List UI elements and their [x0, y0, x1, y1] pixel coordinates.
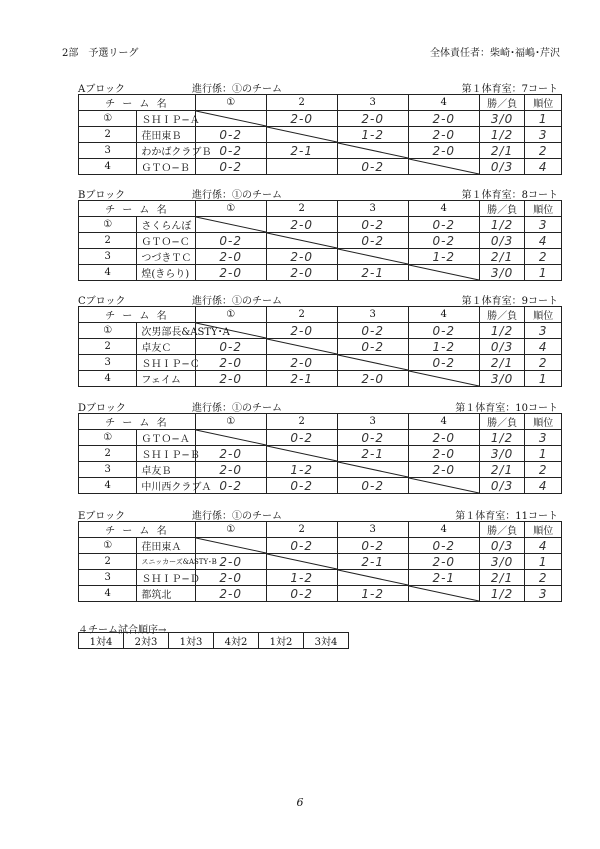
score-cell: 0-2 [195, 127, 266, 143]
team-name-header: チ ー ム 名 [79, 307, 196, 323]
score-cell: 0-2 [408, 323, 479, 339]
row-number: 3 [79, 462, 137, 478]
opponent-header: 2 [266, 307, 337, 323]
score-cell: 0-2 [408, 355, 479, 371]
win-loss-cell: 0/3 [479, 538, 525, 554]
diagonal-line [338, 249, 408, 264]
row-number: 2 [79, 233, 137, 249]
team-name-header: チ ー ム 名 [79, 522, 196, 538]
opponent-header: 4 [408, 414, 479, 430]
opponent-header: ① [195, 201, 266, 217]
score-cell: 0-2 [337, 430, 408, 446]
score-cell: 1-2 [337, 127, 408, 143]
score-cell: 2-0 [337, 371, 408, 387]
result-table [78, 94, 562, 175]
match-order-item: 2対3 [124, 633, 169, 649]
diagonal-cell [195, 323, 266, 339]
team-name: 卓友Ｃ [137, 339, 195, 355]
block-name: Aブロック [78, 84, 126, 95]
block-staff: 進行係：①のチーム [192, 511, 282, 522]
table-row [79, 217, 562, 233]
diagonal-line [196, 323, 266, 338]
table-row [79, 355, 562, 371]
score-cell: 2-0 [195, 554, 266, 570]
rank-cell: 4 [525, 478, 562, 494]
opponent-header: 3 [337, 522, 408, 538]
match-order-table [78, 632, 349, 649]
diagonal-cell [337, 462, 408, 478]
row-number: 3 [79, 355, 137, 371]
score-cell: 2-1 [408, 570, 479, 586]
opponent-header: 3 [337, 95, 408, 111]
score-cell: 0-2 [337, 159, 408, 175]
row-number: ① [79, 217, 137, 233]
table-row [79, 586, 562, 602]
row-number: 4 [79, 265, 137, 281]
score-cell: 2-1 [337, 446, 408, 462]
match-order-item: 1対2 [259, 633, 304, 649]
score-cell: 2-0 [195, 265, 266, 281]
rank-cell: 1 [525, 111, 562, 127]
diagonal-line [409, 478, 479, 493]
block-court: 第１体育室：8コート [461, 190, 558, 201]
row-number: 4 [79, 159, 137, 175]
win-loss-cell: 3/0 [479, 446, 525, 462]
win-loss-cell: 1/2 [479, 217, 525, 233]
score-cell: 1-2 [408, 249, 479, 265]
team-name: つづきＴＣ [137, 249, 195, 265]
block-court: 第１体育室：7コート [461, 84, 558, 95]
win-loss-cell: 0/3 [479, 478, 525, 494]
opponent-header: 3 [337, 201, 408, 217]
score-cell: 0-2 [337, 538, 408, 554]
rank-cell: 4 [525, 233, 562, 249]
rank-header: 順位 [525, 95, 562, 111]
table-row [79, 538, 562, 554]
diagonal-cell [266, 554, 337, 570]
team-name: さくらんぼ [137, 217, 195, 233]
table-row [79, 143, 562, 159]
win-loss-header: 勝／負 [479, 522, 525, 538]
table-row [79, 323, 562, 339]
block-name: Dブロック [78, 403, 126, 414]
diagonal-line [267, 446, 337, 461]
rank-cell: 2 [525, 462, 562, 478]
diagonal-line [267, 554, 337, 569]
league-block [78, 78, 562, 175]
row-number: ① [79, 430, 137, 446]
diagonal-cell [266, 127, 337, 143]
table-row [79, 371, 562, 387]
win-loss-cell: 1/2 [479, 323, 525, 339]
diagonal-line [196, 430, 266, 445]
row-number: ① [79, 111, 137, 127]
score-cell: 0-2 [195, 478, 266, 494]
diagonal-line [196, 538, 266, 553]
win-loss-cell: 1/2 [479, 586, 525, 602]
diagonal-cell [408, 159, 479, 175]
diagonal-cell [195, 111, 266, 127]
rank-cell: 3 [525, 586, 562, 602]
block-court: 第１体育室：10コート [455, 403, 558, 414]
win-loss-header: 勝／負 [479, 95, 525, 111]
score-cell: 2-1 [337, 265, 408, 281]
score-cell: 2-0 [195, 446, 266, 462]
score-cell: 2-0 [266, 265, 337, 281]
win-loss-cell: 0/3 [479, 159, 525, 175]
score-cell: 2-1 [337, 554, 408, 570]
diagonal-line [409, 159, 479, 174]
block-court: 第１体育室：9コート [461, 296, 558, 307]
opponent-header: ① [195, 522, 266, 538]
row-number: ① [79, 323, 137, 339]
team-name: ＧＴＯ−Ａ [137, 430, 195, 446]
result-table [78, 521, 562, 602]
score-cell: 2-0 [408, 554, 479, 570]
team-name: 次男部長&ASTY･A [137, 323, 195, 339]
table-row [79, 265, 562, 281]
row-number: ① [79, 538, 137, 554]
league-block [78, 290, 562, 387]
match-order-item: 4対2 [214, 633, 259, 649]
diagonal-line [338, 143, 408, 158]
score-cell: 0-2 [408, 233, 479, 249]
result-table [78, 413, 562, 494]
rank-header: 順位 [525, 307, 562, 323]
win-loss-cell: 2/1 [479, 462, 525, 478]
score-cell: 0-2 [266, 538, 337, 554]
score-cell: 0-2 [408, 538, 479, 554]
diagonal-line [267, 127, 337, 142]
score-cell: 1-2 [266, 570, 337, 586]
team-name: ＳＨＩＰ−Ｂ [137, 446, 195, 462]
page-title: 2部 予選リーグ [62, 48, 139, 59]
rank-cell: 1 [525, 371, 562, 387]
rank-cell: 2 [525, 249, 562, 265]
opponent-header: 2 [266, 522, 337, 538]
block-staff: 進行係：①のチーム [192, 403, 282, 414]
responsible-persons: 全体責任者：柴崎･福嶋･芹沢 [430, 48, 560, 59]
league-block [78, 505, 562, 602]
row-number: 3 [79, 143, 137, 159]
diagonal-line [409, 371, 479, 386]
diagonal-line [196, 217, 266, 232]
score-cell: 2-0 [408, 446, 479, 462]
rank-cell: 3 [525, 127, 562, 143]
win-loss-header: 勝／負 [479, 307, 525, 323]
score-cell: 1-2 [408, 339, 479, 355]
table-header-row [79, 201, 562, 217]
diagonal-cell [195, 538, 266, 554]
table-header-row [79, 522, 562, 538]
rank-cell: 2 [525, 355, 562, 371]
diagonal-line [267, 339, 337, 354]
diagonal-cell [195, 430, 266, 446]
result-table [78, 306, 562, 387]
win-loss-cell: 2/1 [479, 143, 525, 159]
block-staff: 進行係：①のチーム [192, 190, 282, 201]
team-name: わかばクラブＢ [137, 143, 195, 159]
score-cell: 0-2 [337, 339, 408, 355]
team-name: ＳＨＩＰ−Ａ [137, 111, 195, 127]
opponent-header: 2 [266, 201, 337, 217]
score-cell: 2-0 [195, 371, 266, 387]
score-cell: 2-0 [266, 323, 337, 339]
row-number: 3 [79, 570, 137, 586]
score-cell: 2-0 [266, 111, 337, 127]
opponent-header: ① [195, 307, 266, 323]
opponent-header: ① [195, 414, 266, 430]
score-cell: 2-0 [408, 430, 479, 446]
rank-cell: 2 [525, 143, 562, 159]
diagonal-cell [337, 249, 408, 265]
win-loss-cell: 3/0 [479, 371, 525, 387]
team-name: ＳＨＩＰ−Ｃ [137, 355, 195, 371]
diagonal-cell [337, 570, 408, 586]
score-cell: 1-2 [337, 586, 408, 602]
score-cell: 2-0 [408, 127, 479, 143]
win-loss-cell: 2/1 [479, 355, 525, 371]
block-staff: 進行係：①のチーム [192, 84, 282, 95]
table-row [79, 554, 562, 570]
match-order-item: 1対3 [169, 633, 214, 649]
rank-cell: 4 [525, 159, 562, 175]
diagonal-line [338, 570, 408, 585]
opponent-header: 3 [337, 414, 408, 430]
diagonal-line [196, 111, 266, 126]
win-loss-header: 勝／負 [479, 414, 525, 430]
table-header-row [79, 414, 562, 430]
table-row [79, 446, 562, 462]
win-loss-cell: 2/1 [479, 249, 525, 265]
win-loss-cell: 1/2 [479, 430, 525, 446]
rank-cell: 1 [525, 554, 562, 570]
team-name: 都筑北 [137, 586, 195, 602]
win-loss-cell: 3/0 [479, 111, 525, 127]
score-cell: 2-0 [195, 249, 266, 265]
rank-cell: 2 [525, 570, 562, 586]
diagonal-line [409, 586, 479, 601]
score-cell: 0-2 [266, 586, 337, 602]
block-court: 第１体育室：11コート [455, 511, 558, 522]
diagonal-line [338, 355, 408, 370]
table-header-row [79, 307, 562, 323]
score-cell: 0-2 [337, 217, 408, 233]
team-name: フェイム [137, 371, 195, 387]
rank-header: 順位 [525, 414, 562, 430]
score-cell: 2-1 [266, 371, 337, 387]
team-name: 中川西クラブＡ [137, 478, 195, 494]
score-cell: 0-2 [266, 430, 337, 446]
score-cell: 2-0 [337, 111, 408, 127]
win-loss-cell: 2/1 [479, 570, 525, 586]
opponent-header: 4 [408, 307, 479, 323]
rank-cell: 3 [525, 217, 562, 233]
opponent-header: 4 [408, 522, 479, 538]
row-number: 2 [79, 554, 137, 570]
row-number: 4 [79, 586, 137, 602]
diagonal-cell [408, 265, 479, 281]
score-cell: 0-2 [337, 233, 408, 249]
opponent-header: 2 [266, 95, 337, 111]
score-cell: 0-2 [337, 478, 408, 494]
team-name: 荏田東Ｂ [137, 127, 195, 143]
rank-cell: 4 [525, 339, 562, 355]
table-row [79, 570, 562, 586]
score-cell: 0-2 [408, 217, 479, 233]
diagonal-cell [408, 586, 479, 602]
score-cell: 2-0 [408, 143, 479, 159]
score-cell: 2-0 [408, 111, 479, 127]
diagonal-line [409, 265, 479, 280]
win-loss-cell: 3/0 [479, 554, 525, 570]
rank-cell: 3 [525, 323, 562, 339]
score-cell: 0-2 [195, 143, 266, 159]
score-cell: 2-0 [195, 570, 266, 586]
row-number: 4 [79, 478, 137, 494]
score-cell: 0-2 [337, 323, 408, 339]
rank-header: 順位 [525, 201, 562, 217]
opponent-header: ① [195, 95, 266, 111]
table-row [79, 462, 562, 478]
row-number: 2 [79, 339, 137, 355]
league-block [78, 184, 562, 281]
diagonal-line [338, 462, 408, 477]
win-loss-cell: 0/3 [479, 339, 525, 355]
opponent-header: 4 [408, 201, 479, 217]
block-name: Eブロック [78, 511, 126, 522]
team-name-header: チ ー ム 名 [79, 414, 196, 430]
score-cell: 2-0 [195, 586, 266, 602]
win-loss-header: 勝／負 [479, 201, 525, 217]
match-order-item: 1対4 [79, 633, 124, 649]
score-cell: 0-2 [266, 478, 337, 494]
row-number: 3 [79, 249, 137, 265]
table-row [79, 159, 562, 175]
diagonal-line [267, 233, 337, 248]
team-name: ＧＴＯ−Ｃ [137, 233, 195, 249]
team-name: 煌(きらり) [137, 265, 195, 281]
rank-cell: 1 [525, 265, 562, 281]
score-cell: 2-0 [266, 217, 337, 233]
score-cell: 2-0 [195, 462, 266, 478]
rank-cell: 1 [525, 446, 562, 462]
diagonal-cell [266, 339, 337, 355]
team-name-header: チ ー ム 名 [79, 201, 196, 217]
diagonal-cell [408, 371, 479, 387]
score-cell: 2-0 [266, 355, 337, 371]
score-cell [266, 159, 337, 175]
score-cell: 0-2 [195, 159, 266, 175]
team-name: ＳＨＩＰ−Ｄ [137, 570, 195, 586]
win-loss-cell: 3/0 [479, 265, 525, 281]
table-row [79, 430, 562, 446]
block-staff: 進行係：①のチーム [192, 296, 282, 307]
score-cell: 2-1 [266, 143, 337, 159]
score-cell: 0-2 [195, 233, 266, 249]
table-row [79, 127, 562, 143]
table-header-row [79, 95, 562, 111]
row-number: 2 [79, 446, 137, 462]
rank-header: 順位 [525, 522, 562, 538]
score-cell: 2-0 [195, 355, 266, 371]
score-cell: 0-2 [195, 339, 266, 355]
block-name: Bブロック [78, 190, 126, 201]
opponent-header: 4 [408, 95, 479, 111]
team-name-header: チ ー ム 名 [79, 95, 196, 111]
rank-cell: 3 [525, 430, 562, 446]
block-name: Cブロック [78, 296, 126, 307]
row-number: 2 [79, 127, 137, 143]
row-number: 4 [79, 371, 137, 387]
diagonal-cell [266, 446, 337, 462]
diagonal-cell [337, 143, 408, 159]
diagonal-cell [337, 355, 408, 371]
result-table [78, 200, 562, 281]
team-name: ＧＴＯ−Ｂ [137, 159, 195, 175]
diagonal-cell [408, 478, 479, 494]
table-row [79, 249, 562, 265]
match-order-item: 3対4 [304, 633, 349, 649]
score-cell: 1-2 [266, 462, 337, 478]
table-row [79, 339, 562, 355]
page-number: 6 [296, 796, 304, 809]
opponent-header: 2 [266, 414, 337, 430]
win-loss-cell: 1/2 [479, 127, 525, 143]
opponent-header: 3 [337, 307, 408, 323]
diagonal-cell [195, 217, 266, 233]
table-row [79, 233, 562, 249]
diagonal-cell [266, 233, 337, 249]
table-row [79, 111, 562, 127]
match-order-title: ４チーム試合順序→ [78, 625, 167, 636]
table-row [79, 478, 562, 494]
team-name: 卓友Ｂ [137, 462, 195, 478]
team-name: スニッカーズ&ASTY･B [137, 554, 195, 570]
league-block [78, 397, 562, 494]
rank-cell: 4 [525, 538, 562, 554]
win-loss-cell: 0/3 [479, 233, 525, 249]
score-cell: 2-0 [408, 462, 479, 478]
team-name: 荏田東Ａ [137, 538, 195, 554]
score-cell: 2-0 [266, 249, 337, 265]
